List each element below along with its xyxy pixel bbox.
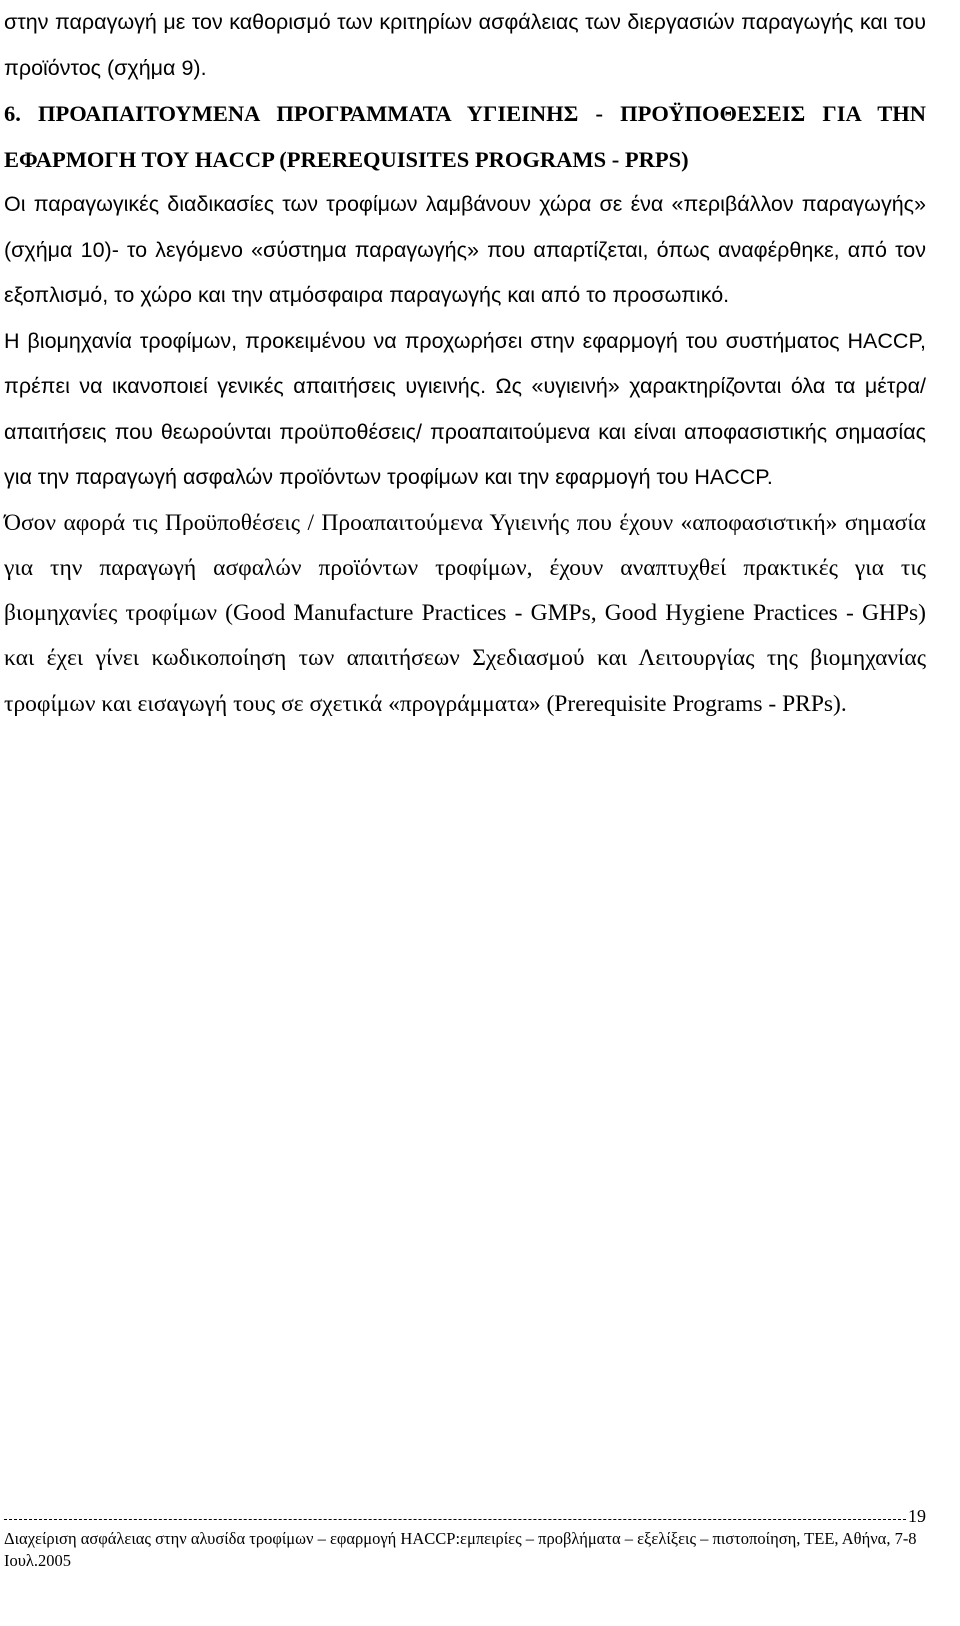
footer-citation: Διαχείριση ασφάλειας στην αλυσίδα τροφίμων – εφαρμογή HACCP:εμπειρίες – προβλήματα – εξελίξεις – πιστοποίηση, ΤΕΕ, Αθήνα, 7-8 Ιουλ.2005 <box>4 1529 917 1570</box>
section-heading: 6. ΠΡΟΑΠΑΙΤΟΥΜΕΝΑ ΠΡΟΓΡΑΜΜΑΤΑ ΥΓΙΕΙΝΗΣ - ΠΡΟΫΠΟΘΕΣΕΙΣ ΓΙΑ ΤΗΝ ΕΦΑΡΜΟΓΗ ΤΟΥ HACCP (PREREQUISITES PROGRAMS - PRPS) <box>4 101 926 172</box>
paragraph-production-environment: Οι παραγωγικές διαδικασίες των τροφίμων λαμβάνουν χώρα σε ένα «περιβάλλον παραγωγής» (σχήμα 10)- το λεγόμενο «σύστημα παραγωγής» που απαρτίζεται, όπως αναφέρθηκε, από τον εξοπλισμό, το χώρο και την ατμόσφαιρα παραγωγής και από το προσωπικό. <box>4 192 926 307</box>
page-footer <box>4 1502 926 1572</box>
intro-paragraph: στην παραγωγή με τον καθορισμό των κριτηρίων ασφάλειας των διεργασιών παραγωγής και του προϊόντος (σχήμα 9). <box>4 10 926 80</box>
paragraph-hygiene-requirements: Η βιομηχανία τροφίμων, προκειμένου να προχωρήσει στην εφαρμογή του συστήματος HACCP, πρέπει να ικανοποιεί γενικές απαιτήσεις υγιεινής. Ως «υγιεινή» χαρακτηρίζονται όλα τα μέτρα/ απαιτήσεις που θεωρούνται προϋποθέσεις/ προαπαιτούμενα και είναι αποφασιστικής σημασίας για την παραγωγή ασφαλών προϊόντων τροφίμων και την εφαρμογή του HACCP. <box>4 328 926 489</box>
footer-rule <box>4 1502 926 1526</box>
footer-dashed-line <box>4 1519 906 1520</box>
document-body <box>4 0 926 727</box>
page-number: 19 <box>908 1506 926 1526</box>
paragraph-prerequisite-programs: Όσον αφορά τις Προϋποθέσεις / Προαπαιτούμενα Υγιεινής που έχουν «αποφασιστική» σημασία για την παραγωγή ασφαλών προϊόντων τροφίμων, έχουν αναπτυχθεί πρακτικές για τις βιομηχανίες τροφίμων (Good Manufacture Practices - GMPs, Good Hygiene Practices - GHPs) και έχει γίνει κωδικοποίηση των απαιτήσεων Σχεδιασμού και Λειτουργίας της βιομηχανίας τροφίμων και εισαγωγή τους σε σχετικά «προγράμματα» (Prerequisite Programs - PRPs). <box>4 509 926 717</box>
